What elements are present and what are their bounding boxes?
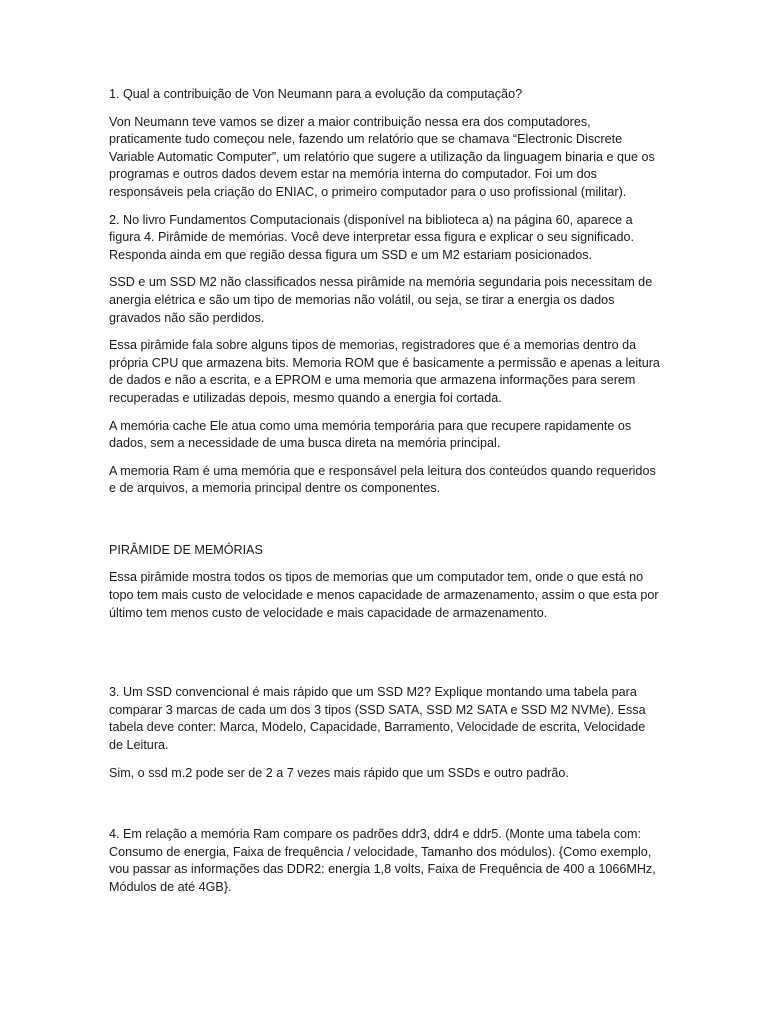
document-page bbox=[109, 86, 661, 897]
answer-3: Sim, o ssd m.2 pode ser de 2 a 7 vezes mais rápido que um SSDs e outro padrão. bbox=[109, 765, 569, 780]
question-3: 3. Um SSD convencional é mais rápido que um SSD M2? Explique montando uma tabela para comparar 3 marcas de cada um dos 3 tipos (SSD SATA, SSD M2 SATA e SSD M2 NVMe). Essa tabela deve conter: Marca, Modelo, Capacidade, Barramento, Velocidade de escrita, Velocidade de Leitura. bbox=[109, 685, 646, 753]
pyramid-text: Essa pirâmide mostra todos os tipos de memorias que um computador tem, onde o que está no topo tem mais custo de velocidade e menos capacidade de armazenamento, assim o que esta por último tem menos custo de velocidade e mais capacidade de armazenamento. bbox=[109, 570, 659, 620]
answer-2-paragraph-2: Essa pirâmide fala sobre alguns tipos de memorias, registradores que é a memorias dentro da própria CPU que armazena bits. Memoria ROM que é basicamente a permissão e apenas a leitura de dados e não a escrita, e a EPROM e uma memoria que armazena informações para serem recuperadas e utilizadas depois, mesmo quando a energia foi cortada. bbox=[109, 338, 660, 405]
question-2: 2. No livro Fundamentos Computacionais (disponível na biblioteca a) na página 60, aparece a figura 4. Pirâmide de memórias. Você deve interpretar essa figura e explicar o seu significado. Responda ainda em que região dessa figura um SSD e um M2 estariam posicionados. bbox=[109, 212, 635, 262]
answer-1: Von Neumann teve vamos se dizer a maior contribuição nessa era dos computadores, praticamente tudo começou nele, fazendo um relatório que se chamava “Electronic Discrete Variable Automatic Computer”, um relatório que sugere a utilização da linguagem binaria e que os programas e outros dados devem estar na memória interna do computador. Foi um dos responsáveis pela criação do ENIAC, o primeiro computador para o uso profissional (militar). bbox=[109, 114, 655, 199]
answer-2-paragraph-3: A memória cache Ele atua como uma memória temporária para que recupere rapidamente os dados, sem a necessidade de uma busca direta na memória principal. bbox=[109, 418, 632, 451]
answer-2-paragraph-1: SSD e um SSD M2 não classificados nessa pirâmide na memória segundaria pois necessitam de anergia elétrica e são um tipo de memorias não volátil, ou seja, se tirar a energia os dados gravados não são perdidos. bbox=[109, 275, 653, 325]
answer-2-paragraph-4: A memoria Ram é uma memória que e responsável pela leitura dos conteúdos quando requeridos e de arquivos, a memoria principal dentre os componentes. bbox=[109, 463, 656, 496]
question-1: 1. Qual a contribuição de Von Neumann para a evolução da computação? bbox=[109, 87, 523, 101]
question-4: 4. Em relação a memória Ram compare os padrões ddr3, ddr4 e ddr5. (Monte uma tabela com: Consumo de energia, Faixa de frequência / velocidade, Tamanho dos módulos). {Como exemplo, vou passar as informações das DDR2: energia 1,8 volts, Faixa de Frequência de 400 a 1066MHz, Módulos de até 4GB}. bbox=[109, 827, 656, 894]
pyramid-heading: PIRÂMIDE DE MEMÓRIAS bbox=[109, 542, 263, 557]
